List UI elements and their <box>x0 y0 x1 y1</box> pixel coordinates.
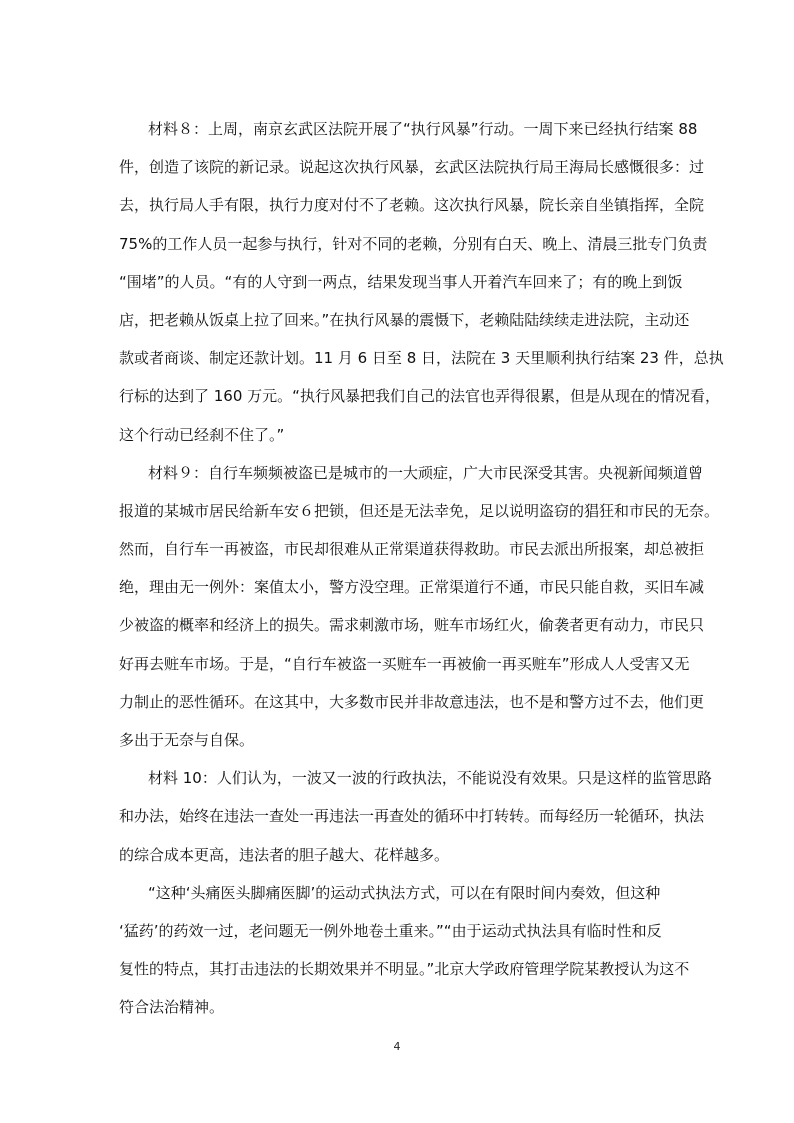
text-line: 报道的某城市居民给新车安６把锁，但还是无法幸免，足以说明盗窃的猖狂和市民的无奈。 <box>119 501 720 520</box>
text-line: 少被盗的概率和经济上的损失。需求刺激市场，赃车市场红火，偷袭者更有动力，市民只 <box>119 616 705 635</box>
text-line: 符合法治精神。 <box>119 998 225 1017</box>
text-line: 力制止的恶性循环。在这其中，大多数市民并非故意违法，也不是和警方过不去，他们更 <box>119 692 705 711</box>
text-line: 材料 10：人们认为，一波又一波的行政执法，不能说没有效果。只是这样的监管思路 <box>148 769 712 788</box>
text-line: “这种‘头痛医头脚痛医脚’的运动式执法方式，可以在有限时间内奏效，但这种 <box>148 883 661 902</box>
text-line: 件，创造了该院的新记录。说起这次执行风暴，玄武区法院执行局王海局长感慨很多：过 <box>119 158 705 177</box>
text-line: 多出于无奈与自保。 <box>119 731 255 749</box>
text-line: 行标的达到了 160 万元。“执行风暴把我们自己的法官也弄得很累，但是从现在的情况看， <box>119 387 720 406</box>
text-line: 店，把老赖从饭桌上拉了回来。”在执行风暴的震慑下，老赖陆陆续续走进法院，主动还 <box>119 310 690 329</box>
text-line: “围堵”的人员。“有的人守到一两点，结果发现当事人开着汽车回来了；有的晚上到饭 <box>119 272 683 291</box>
page-number: 4 <box>393 1040 401 1053</box>
text-line: 绝，理由无一例外：案值太小，警方没空理。正常渠道行不通，市民只能自救，买旧车减 <box>119 578 705 597</box>
text-line: ‘猛药’的药效一过，老问题无一例外地卷土重来。”“由于运动式执法具有临时性和反 <box>119 921 662 940</box>
text-line: 材料９：自行车频频被盗已是城市的一大顽症，广大市民深受其害。央视新闻频道曾 <box>148 463 704 482</box>
text-line: 款或者商谈、制定还款计划。11 月 6 日至 8 日，法院在 3 天里顺利执行结案 23 件，总执 <box>119 349 724 368</box>
text-line: 复性的特点，其打击违法的长期效果并不明显。”北京大学政府管理学院某教授认为这不 <box>119 960 690 979</box>
text-line: 材料８：上周，南京玄武区法院开展了“执行风暴”行动。一周下来已经执行结案 88 <box>148 120 698 138</box>
text-line: 和办法，始终在违法一查处一再违法一再查处的循环中打转转。而每经历一轮循环，执法 <box>119 807 705 826</box>
text-line: 的综合成本更高，违法者的胆子越大、花样越多。 <box>119 845 450 864</box>
text-line: 这个行动已经刹不住了。” <box>119 425 285 444</box>
text-line: 好再去赃车市场。于是，“自行车被盗一买赃车一再被偷一再买赃车”形成人人受害又无 <box>119 654 690 673</box>
text-line: 然而，自行车一再被盗，市民却很难从正常渠道获得救助。市民去派出所报案，却总被拒 <box>119 540 705 559</box>
text-line: 75%的工作人员一起参与执行，针对不同的老赖，分别有白天、晚上、清晨三批专门负责 <box>119 234 708 253</box>
text-line: 去，执行局人手有限，执行力度对付不了老赖。这次执行风暴，院长亲自坐镇指挥，全院 <box>119 196 705 215</box>
body-text <box>119 110 724 1027</box>
